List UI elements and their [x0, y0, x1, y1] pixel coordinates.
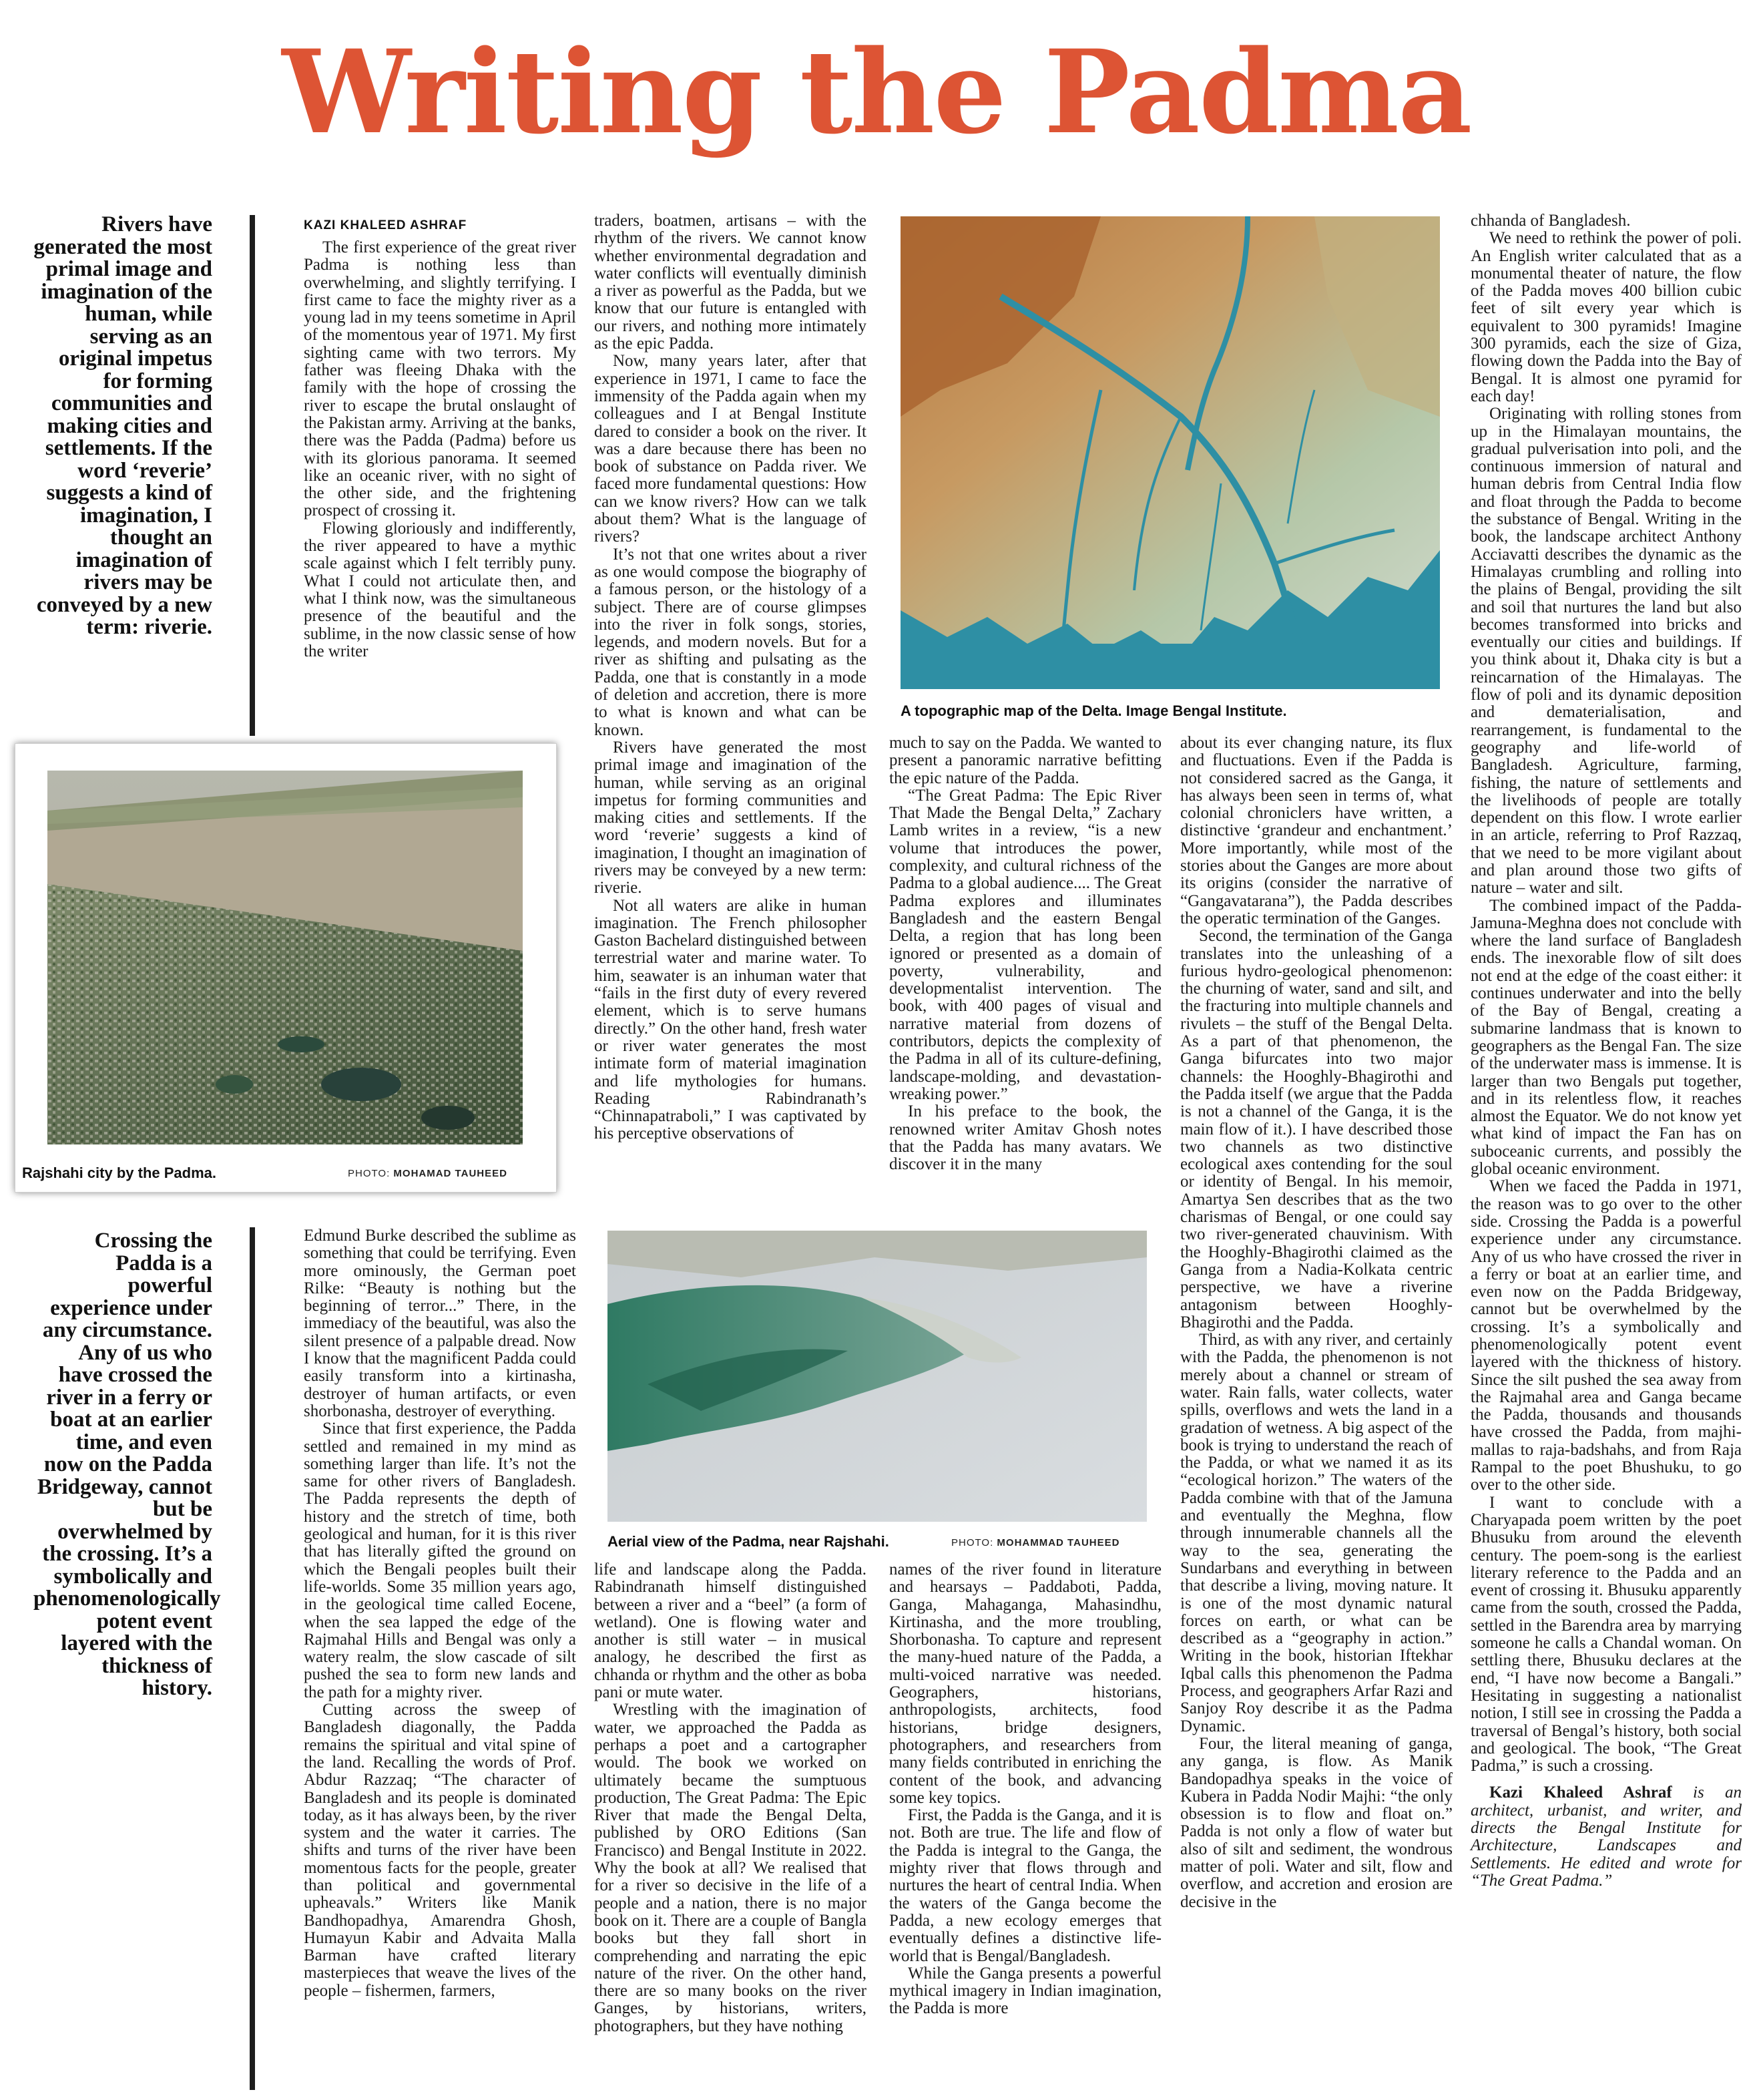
delta-map: [901, 216, 1440, 689]
aerial-photo: [607, 1231, 1147, 1522]
credit-name: MOHAMMAD TAUHEED: [997, 1537, 1120, 1548]
vertical-rule-top: [250, 215, 255, 736]
paragraph: When we faced the Padda in 1971, the reason was to go over to the other side. Crossing the Padda is a powerful experience under any circumstance. Any of us who have crossed the river in a ferry or boat at an earlier time, and even now on the Padda Bridgeway, cannot but be overwhelmed by the crossing. It’s a symbolically and phenomenologically potent event layered with the thickness of history. Since the silt pushed the sea away from the Rajmahal area and Ganga became the Padda, thousands and thousands have crossed the Padda, from majhi-mallas to raja-badshahs, and from Raja Rampal to the poet Bhushuku, to go over to the other side.: [1471, 1177, 1742, 1494]
aerial-caption: Aerial view of the Padma, near Rajshahi.: [607, 1533, 889, 1550]
author-bio: [1471, 1784, 1742, 1890]
credit-label: PHOTO:: [348, 1168, 391, 1179]
paragraph: Four, the literal meaning of ganga, any ganga, is flow. As Manik Bandopadhya speaks in the voice of Kubera in Padda Nodir Majhi: “the only obsession is to flow and float on.” Padda is not only a flow of water but also of silt and sediment, the wondrous matter of poli. Water and silt, flow and overflow, and accretion and erosion are decisive in the: [1180, 1734, 1453, 1911]
rajshahi-caption: Rajshahi city by the Padma.: [22, 1165, 216, 1181]
paragraph: “The Great Padma: The Epic River That Made the Bengal Delta,” Zachary Lamb writes in a review, “is a new volume that introduces the power, complexity, and cultural richness of the Padma to a global audience.... The Great Padma explores and illuminates Bangladesh and the eastern Bengal Delta, a region that has long been ignored or presented as a domain of poverty, vulnerability, and developmentalist intervention. The book, with 400 pages of visual and narrative material from dozens of contributors, depicts the complexity of the Padma in all of its culture-defining, landscape-molding, and devastation-wreaking power.”: [889, 786, 1162, 1103]
bio-text: is an architect, urbanist, and writer, and directs the Bengal Institute for Architecture, Landscapes and Settlements. He edited and wrote for “The Great Padma.”: [1471, 1783, 1742, 1890]
aerial-padma-image: [607, 1231, 1147, 1522]
bio-name: Kazi Khaleed Ashraf: [1489, 1783, 1672, 1802]
paragraph: Cutting across the sweep of Bangladesh diagonally, the Padda remains the spiritual and vital spine of the land. Recalling the words of Prof. Abdur Razzaq; “The character of Bangladesh and its people is dominated today, as it has always been, by the river system and the water it carries. The shifts and turns of the river have been momentous facts for the people, greater than political and governmental upheavals.” Writers like Manik Bandhopadhya, Amarendra Ghosh, Humayun Kabir and Advaita Malla Barman have crafted literary masterpieces that weave the lives of the people – fishermen, farmers,: [304, 1701, 576, 2000]
column-2-top: [594, 212, 866, 1143]
column-1-top: [304, 212, 576, 660]
credit-label: PHOTO:: [951, 1537, 994, 1548]
pull-quote-crossing: Crossing the Padda is a powerful experience under any circumstance. Any of us who have crossed the river in a ferry or boat at an earlier time, and even now on the Padda Bridgeway, cannot but be overwhelmed by the crossing. It’s a symbolically and phenomenologically potent event layered with the thickness of history.: [33, 1229, 221, 1700]
credit-name: MOHAMAD TAUHEED: [393, 1168, 507, 1179]
paragraph: We need to rethink the power of poli. An English writer calculated that as a monumental theater of nature, the flow of the Padda moves 400 billion cubic feet of silt every year which is equivalent to 300 pyramids! Imagine 300 pyramids, each the size of Giza, flowing down the Padda into the Bay of Bengal. It is almost one pyramid for each day!: [1471, 229, 1742, 405]
paragraph: Edmund Burke described the sublime as something that could be terrifying. Even more ominously, the German poet Rilke: “Beauty is nothing but the beginning of terror...” There, in the immediacy of the beautiful, was also the silent presence of a palpable dread. Now I know that the magnificent Padda could easily transform into a kirtinasha, destroyer of human artifacts, or even shorbonasha, destroyer of everything.: [304, 1227, 576, 1420]
aerial-credit: [951, 1537, 1119, 1548]
rajshahi-aerial-image: [47, 771, 523, 1144]
pull-quote-riverie: Rivers have generated the most primal image and imagination of the human, while serving as an original impetus for forming communities and making cities and settlements. If the word ‘reverie’ suggests a kind of imagination, I thought an imagination of rivers may be conveyed by a new term: riverie.: [33, 212, 212, 639]
column-3-bottom: [889, 1561, 1162, 2018]
paragraph: much to say on the Padda. We wanted to present a panoramic narrative befitting the epic nature of the Padda.: [889, 734, 1162, 787]
paragraph: life and landscape along the Padda. Rabindranath himself distinguished between a river and a “beel” (a form of wetland). One is flowing water and another is still water – in musical analogy, he described the first as chhanda or rhythm and the other as boba pani or mute water.: [594, 1560, 866, 1702]
paragraph: In his preface to the book, the renowned writer Amitav Ghosh notes that the Padda has many avatars. We discover it in the many: [889, 1102, 1162, 1174]
column-1-bottom: [304, 1227, 576, 2000]
column-4: [1180, 734, 1453, 1911]
paragraph: Wrestling with the imagination of water, we approached the Padda as perhaps a poet and a cartographer would. The book we worked on ultimately became the sumptuous production, The Great Padma: The Epic River that made the Bengal Delta, published by ORO Editions (San Francisco) and Bengal Institute in 2022. Why the book at all? We realised that for a river so decisive in the life of a people and a nation, there is no major book on it. There are a couple of Bangla books but they fall short in comprehending and narrating the epic nature of the river. On the other hand, there are so many books on the river Ganges, by historians, writers, photographers, but they have nothing: [594, 1701, 866, 2035]
paragraph: Third, as with any river, and certainly with the Padda, the phenomenon is not merely about a channel or stream of water. Rain falls, water collects, water spills, overflows and wets the land in a gradation of wetness. A big aspect of the book is trying to understand the reach of the Padda, or what we named it as its “ecological horizon.” The waters of the Padda combine with that of the Jamuna and eventually the Meghna, flow through innumerable channels all the way to the sea, generating the Sundarbans and everything in between that describe a living, moving nature. It is one of the most dynamic natural forces on earth, or what can be described as a “geography in action.” Writing in the book, historian Iftekhar Iqbal calls this phenomenon the Padma Process, and geographers Arfar Razi and Sanjoy Roy describe it as the Padma Dynamic.: [1180, 1331, 1453, 1735]
paragraph: chhanda of Bangladesh.: [1471, 212, 1631, 230]
paragraph: Second, the termination of the Ganga translates into the unleashing of a furious hydro-geological phenomenon: the churning of water, sand and silt, and the fracturing into multiple channels and rivulets – the stuff of the Bengal Delta. As a part of that phenomenon, the Ganga bifurcates into two major channels: the Hooghly-Bhagirothi and the Padda itself (we argue that the Padda is not a channel of the Ganga, it is the main flow of it.). I have described those two channels as two distinctive ecological axes contending for the soul or identity of Bengal. In his memoir, Amartya Sen describes that as the two charismas of Bengal, or one could say two river-generated chauvinism. With the Hooghly-Bhagirothi claimed as the Ganga from a Nadia-Kolkata centric perspective, we have a riverine antagonism between Hooghly-Bhagirothi and the Padda.: [1180, 927, 1453, 1331]
paragraph: First, the Padda is the Ganga, and it is not. Both are true. The life and flow of the Padda is integral to the Ganga, the mighty river that flows through and nurtures the heart of central India. When the waters of the Ganga become the Padda, a new ecology emerges that eventually defines a distinctive life-world that is Bengal/Bangladesh.: [889, 1806, 1162, 1965]
rajshahi-photo-frame: [15, 743, 557, 1193]
paragraph: Rivers have generated the most primal image and imagination of the human, while serving as an original impetus for forming communities and making cities and settlements. If the word ‘reverie’ suggests a kind of imagination, I thought an imagination of rivers may be conveyed by a new term: riverie.: [594, 738, 866, 897]
paragraph: about its ever changing nature, its flux and fluctuations. Even if the Padda is not considered sacred as the Ganga, it has always been seen in terms of, what colonial chroniclers have written, a distinctive ‘grandeur and enchantment.’ More importantly, while most of the stories about the Ganges are more about its origins (consider the narrative of “Gangavatarana”), the Padda describes the operatic termination of the Ganges.: [1180, 734, 1453, 927]
paragraph: Not all waters are alike in human imagination. The French philosopher Gaston Bachelard distinguished between terrestrial water and marine water. To him, seawater is an inhuman water that “fails in the first duty of every revered element, which is to serve humans directly.” On the other hand, fresh water or river water generates the most intimate form of material imagination and life mythologies for humans. Reading Rabindranath’s “Chinnapatraboli,” I was captivated by his perceptive observations of: [594, 896, 866, 1143]
delta-map-image: [901, 216, 1440, 689]
column-2-bottom: [594, 1561, 866, 2035]
vertical-rule-bottom: [250, 1227, 255, 2090]
paragraph: The first experience of the great river Padma is nothing less than overwhelming, and slightly terrifying. I first came to face the mighty river as a young lad in my teens sometime in April of the momentous year of 1971. My first sighting came with two terrors. My father was fleeing Dhaka with the family with the hope of crossing the river to escape the brutal onslaught of the Pakistan army. Arriving at the banks, there was the Padda (Padma) before us with its glorious panorama. It seemed like an oceanic river, with no sight of the other side, and the frightening prospect of crossing it.: [304, 238, 576, 520]
rajshahi-credit: [348, 1168, 507, 1179]
paragraph: traders, boatmen, artisans – with the rhythm of the rivers. We cannot know whether environmental degradation and water conflicts will eventually diminish a river as powerful as the Padda, but we know that our future is entangled with our rivers, and nothing more intimately as the epic Padda.: [594, 212, 866, 353]
column-3-top: [889, 734, 1162, 1173]
headline: Writing the Padma: [282, 24, 1471, 160]
paragraph: The combined impact of the Padda-Jamuna-Meghna does not conclude with where the land surface of Bangladesh ends. The inexorable flow of silt does not end at the edge of the coast either: it continues underwater and into the belly of the Bay of Bengal, creating a submarine landmass that is known to geographers as the Bengal Fan. The size of the underwater mass is immense. It is larger than two Bengals put together, and in its relentless flow, it reaches almost the Equator. We do not know yet what kind of impact the Fan has on suboceanic currents, and possibly the global oceanic environment.: [1471, 896, 1742, 1179]
paragraph: It’s not that one writes about a river as one would compose the biography of a famous person, or the histology of a subject. There are of course glimpses into the river in folk songs, stories, legends, and modern novels. But for a river as shifting and pulsating as the Padda, one that is constantly in a mode of deletion and accretion, there is more to what is known and what can be known.: [594, 545, 866, 739]
paragraph: names of the river found in literature and hearsays – Paddaboti, Padda, Ganga, Mahaganga, Mahasindhu, Kirtinasha, and the more troubling, Shorbonasha. To capture and represent the many-hued nature of the Padda, a multi-voiced narrative was needed. Geographers, historians, anthropologists, architects, food historians, bridge designers, photographers, and researchers from many fields contributed in enriching the content of the book, and advancing some key topics.: [889, 1560, 1162, 1807]
paragraph: Flowing gloriously and indifferently, the river appeared to have a mythic scale against which I felt terribly puny. What I could not articulate then, and what I think now, was the simultaneous presence of the beautiful and the sublime, in the now classic sense of how the writer: [304, 519, 576, 660]
paragraph: Since that first experience, the Padda settled and remained in my mind as something larger than life. It’s not the same for other rivers of Bangladesh. The Padda represents the depth of history and the stretch of time, both geological and human, for it is this river that has literally gifted the ground on which the Bengali peoples built their life-worlds. Some 35 million years ago, in the geological time called Eocene, when the sea lapped the edge of the Rajmahal Hills and Bengal was only a watery realm, the slow cascade of silt pushed the sea to form new lands and the path for a mighty river.: [304, 1420, 576, 1701]
paragraph: I want to conclude with a Charyapada poem written by the poet Bhusuku from around the eleventh century. The poem-song is the earliest literary reference to the Padda and an event of crossing it. Bhusuku apparently came from the south, crossed the Padda, settled in the Barendra area by marrying someone he calls a Chandal woman. On settling there, Bhusuku declares at the end, “I have now become a Bangali.” Hesitating in suggesting a nationalist notion, I still see in crossing the Padda a traversal of Bengal’s history, both social and geological. The book, “The Great Padma,” is such a crossing.: [1471, 1493, 1742, 1775]
paragraph: Now, many years later, after that experience in 1971, I came to face the immensity of the Padda again when my colleagues and I at Bengal Institute dared to consider a book on the river. It was a dare because there has been no book of substance on Padda river. We faced more fundamental questions: How can we know rivers? How can we talk about them? What is the language of rivers?: [594, 352, 866, 546]
column-5: [1471, 212, 1742, 1890]
rajshahi-photo: [47, 771, 523, 1144]
map-caption: A topographic map of the Delta. Image Bengal Institute.: [901, 702, 1287, 719]
paragraph: Originating with rolling stones from up in the Himalayan mountains, the gradual pulverisation into poli, and the continuous immersion of natural and human debris from Central India flow and float through the Padda to become the substance of Bengal. Writing in the book, the landscape architect Anthony Acciavatti describes the dynamic as the Himalayas crumbling and rolling into the plains of Bengal, providing the silt and soil that nurtures the land but also becomes transformed into bricks and eventually our cities and buildings. If you think about it, Dhaka city is but a reincarnation of the Himalayas. The flow of poli and its dynamic deposition and dematerialisation, and rearrangement, is fundamental to the geography and life-world of Bangladesh. Agriculture, farming, fishing, the nature of settlements and the livelihoods of people are totally dependent on this flow. I wrote earlier in an article, referring to Prof Razzaq, that we need to be more vigilant about and plan around those two gifts of nature – water and silt.: [1471, 405, 1742, 897]
paragraph: While the Ganga presents a powerful mythical imagery in Indian imagination, the Padda is more: [889, 1964, 1162, 2018]
byline: KAZI KHALEED ASHRAF: [304, 218, 467, 232]
